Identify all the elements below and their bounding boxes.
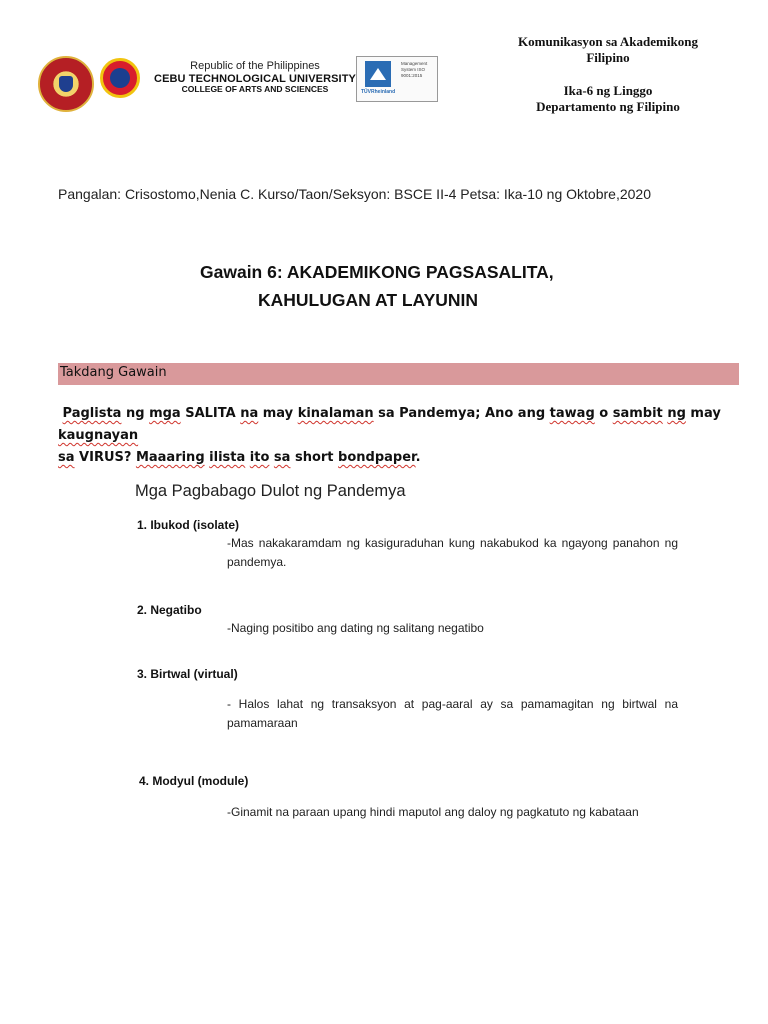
list-item-title: 3. Birtwal (virtual) (137, 667, 238, 681)
instruction-word: ng (667, 406, 686, 421)
activity-title-line1: Gawain 6: AKADEMIKONG PAGSASALITA, (200, 262, 554, 282)
college-name: COLLEGE OF ARTS AND SCIENCES (181, 84, 329, 95)
student-info: Pangalan: Crisostomo,Nenia C. Kurso/Taon/Seksyon: BSCE II-4 Petsa: Ika-10 ng Oktobre,2020 (58, 186, 651, 202)
course-title-line2: Filipino (586, 50, 630, 66)
republic-line: Republic of the Philippines (190, 60, 320, 72)
course-header (490, 34, 726, 115)
instruction-word: may (685, 406, 721, 421)
iso-label: TÜVRheinland (361, 89, 396, 95)
instruction-word: ng (121, 406, 150, 421)
instruction-word: Maaaring (135, 450, 205, 465)
instruction-word: kaugnayan (58, 428, 139, 443)
instruction-word: bondpaper (338, 450, 416, 465)
list-item-description: - Halos lahat ng transaksyon at pag-aaral ay sa pamamagitan ng birtwal na pamamaraan (227, 697, 678, 730)
asean-logo-icon (100, 58, 140, 98)
instruction-word: SALITA (180, 406, 241, 421)
tuv-iso-certification-icon (356, 56, 438, 102)
instruction-word: mga (149, 406, 181, 421)
instruction-word: sa (273, 450, 291, 465)
section-heading: Mga Pagbabago Dulot ng Pandemya (135, 482, 406, 500)
list-item-title: 1. Ibukod (isolate) (137, 518, 240, 532)
tuv-triangle-icon (365, 61, 391, 87)
list-item-description: -Mas nakakaramdam ng kasiguraduhan kung nakabukod ka ngayong panahon ng pandemya. (227, 536, 678, 569)
instruction-word: sa (58, 450, 75, 465)
course-title-line1: Komunikasyon sa Akademikong (518, 34, 698, 49)
instruction-word: may (258, 406, 298, 421)
university-header (150, 60, 360, 95)
instruction-word: ilista (209, 450, 246, 465)
assignment-band-label: Takdang Gawain (60, 365, 167, 380)
list-item-title: 2. Negatibo (137, 603, 202, 617)
assignment-band (58, 363, 739, 385)
instruction-word: . (415, 450, 421, 465)
instruction-word: sa Pandemya; Ano ang (373, 406, 550, 421)
instruction-word: tawag (549, 406, 595, 421)
ctu-seal-icon (38, 56, 94, 112)
week-label: Ika-6 ng Linggo (563, 82, 653, 98)
iso-text: Management System ISO 9001:2015 (401, 61, 428, 78)
list-item-description: -Naging positibo ang dating ng salitang negatibo (227, 621, 484, 635)
assignment-instruction (58, 403, 748, 469)
activity-title-line2: KAHULUGAN AT LAYUNIN (258, 290, 479, 310)
instruction-word: o (594, 406, 613, 421)
instruction-word: VIRUS? (74, 450, 136, 465)
instruction-word: short (290, 450, 339, 465)
university-name: CEBU TECHNOLOGICAL UNIVERSITY (154, 72, 356, 85)
instruction-word: ito (249, 450, 270, 465)
department-label: Departamento ng Filipino (536, 98, 680, 114)
instruction-word: Paglista (62, 406, 122, 421)
list-item-description: -Ginamit na paraan upang hindi maputol ang daloy ng pagkatuto ng kabataan (227, 805, 639, 819)
instruction-word: na (240, 406, 259, 421)
instruction-word: kinalaman (297, 406, 374, 421)
list-item-title: 4. Modyul (module) (139, 774, 249, 788)
instruction-word: sambit (612, 406, 663, 421)
